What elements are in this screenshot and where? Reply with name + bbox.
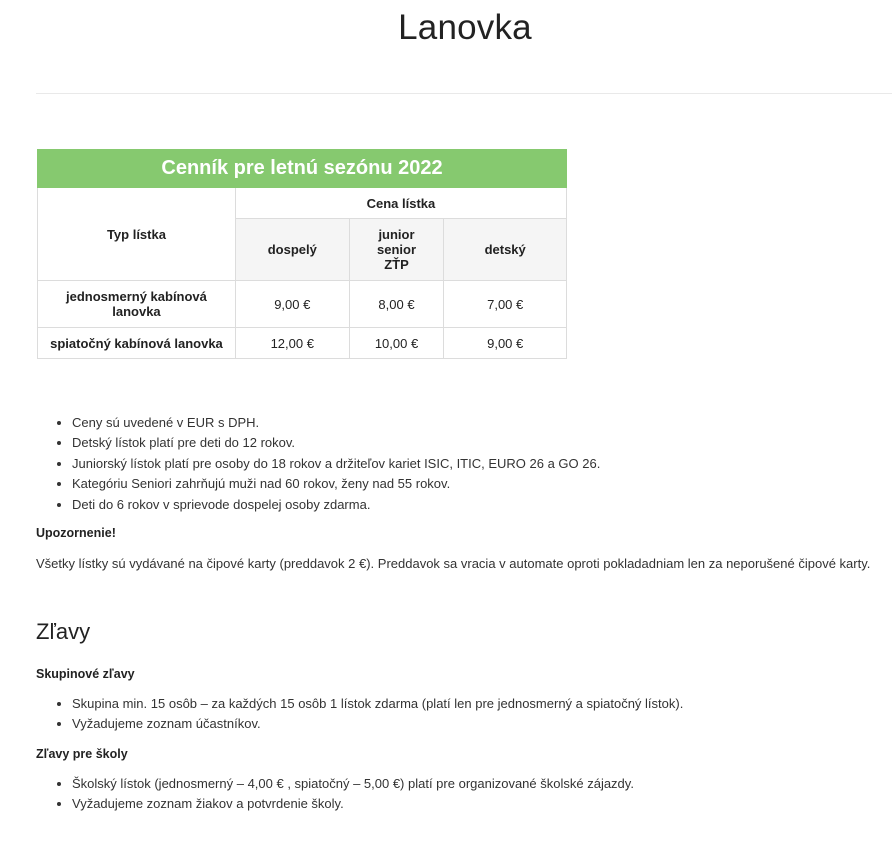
list-item: • Detský lístok platí pre deti do 12 rokov. [72, 433, 600, 453]
row-label: spiatočný kabínová lanovka [38, 328, 236, 359]
list-item: • Vyžadujeme zoznam účastníkov. [72, 714, 683, 734]
title-divider [36, 93, 892, 94]
warning-text: Všetky lístky sú vydávané na čipové karty (preddavok 2 €). Preddavok sa vracia v automate oproti pokladadniam len za neporušené čipové karty. [36, 556, 871, 571]
warning-label: Upozornenie! [36, 526, 116, 540]
price-junior: 8,00 € [349, 281, 444, 328]
price-table-header-row [38, 188, 567, 219]
price-adult: 9,00 € [235, 281, 349, 328]
list-item: • Školský lístok (jednosmerný – 4,00 € , spiatočný – 5,00 €) platí pre organizované školské zájazdy. [72, 774, 634, 794]
school-discounts-list [36, 774, 634, 815]
column-header-adult: dospelý [235, 219, 349, 281]
column-header-junior-line2: senior [376, 242, 416, 257]
price-junior: 10,00 € [349, 328, 444, 359]
ticket-type-header: Typ lístka [38, 188, 236, 281]
list-item: • Deti do 6 rokov v sprievode dospelej osoby zdarma. [72, 495, 600, 515]
list-item: • Ceny sú uvedené v EUR s DPH. [72, 413, 600, 433]
price-header: Cena lístka [235, 188, 566, 219]
price-child: 9,00 € [444, 328, 567, 359]
row-label: jednosmerný kabínová lanovka [38, 281, 236, 328]
list-item: • Skupina min. 15 osôb – za každých 15 osôb 1 lístok zdarma (platí len pre jednosmerný a spiatočný lístok). [72, 694, 683, 714]
group-discounts-label: Skupinové zľavy [36, 667, 135, 681]
school-discounts-label: Zľavy pre školy [36, 747, 128, 761]
list-item: • Juniorský lístok platí pre osoby do 18 rokov a držiteľov kariet ISIC, ITIC, EURO 26 a GO 26. [72, 454, 600, 474]
group-discounts-list [36, 694, 683, 735]
table-row [38, 281, 567, 328]
column-header-junior-line3: ZŤP [384, 257, 409, 272]
notes-list [36, 413, 600, 515]
price-table-caption: Cenník pre letnú sezónu 2022 [38, 150, 567, 188]
column-header-junior-line1: junior [378, 227, 415, 242]
column-header-junior [349, 219, 444, 281]
price-child: 7,00 € [444, 281, 567, 328]
price-table-caption-row [38, 150, 567, 188]
list-item: • Kategóriu Seniori zahrňujú muži nad 60 rokov, ženy nad 55 rokov. [72, 474, 600, 494]
page-title: Lanovka [398, 8, 532, 47]
price-adult: 12,00 € [235, 328, 349, 359]
list-item: • Vyžadujeme zoznam žiakov a potvrdenie školy. [72, 794, 634, 814]
discounts-heading: Zľavy [36, 619, 91, 644]
table-row [38, 328, 567, 359]
price-table [37, 149, 567, 359]
column-header-child: detský [444, 219, 567, 281]
